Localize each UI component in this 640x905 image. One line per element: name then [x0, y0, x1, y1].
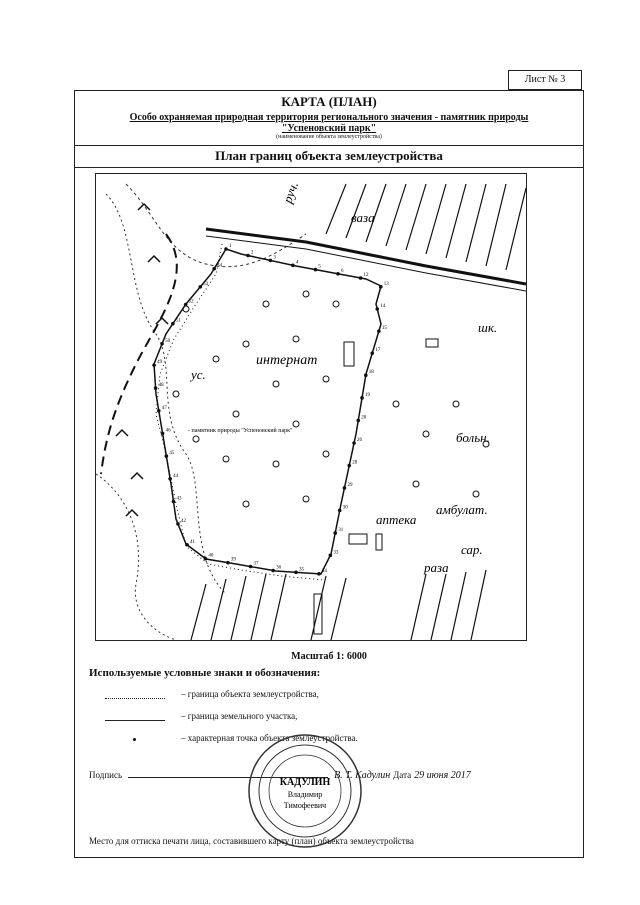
map-svg [96, 174, 526, 640]
boundary-point [329, 554, 333, 558]
stamp-name-line1: КАДУЛИН [279, 777, 331, 788]
boundary-point [176, 522, 180, 526]
boundary-point-label: 17 [375, 348, 381, 354]
object-boundary [154, 249, 381, 574]
plan-title: План границ объекта землеустройства [75, 145, 583, 168]
map-label-apteka: аптека [376, 512, 417, 527]
tree-symbols [173, 291, 489, 507]
boundary-point-label: 30 [342, 505, 348, 511]
solid-line-symbol [105, 712, 165, 721]
boundary-point-label: 37 [253, 561, 259, 567]
stamp-name-line3: Тимофеевич [283, 801, 327, 810]
legend-item-parcel-boundary [105, 711, 297, 721]
boundary-point [360, 396, 364, 400]
boundary-point [379, 285, 383, 289]
boundary-point-label: 33 [333, 550, 339, 556]
boundary-point [347, 464, 351, 468]
map-label-internat: интернат [256, 353, 318, 368]
legend-text: – граница объекта землеустройства, [181, 689, 319, 699]
boundary-point-label: 6 [340, 268, 344, 274]
boundary-point [317, 572, 321, 576]
boundary-point-label: 52 [188, 299, 194, 305]
boundary-point-label: 54 [217, 263, 223, 269]
map-plan [95, 173, 527, 641]
name-note: (наименование объекта землеустройства) [276, 134, 382, 140]
boundary-point-label: 31 [338, 527, 344, 533]
boundary-point-label: 34 [321, 568, 327, 574]
boundary-point-label: 39 [230, 557, 236, 563]
boundary-point [165, 454, 169, 458]
boundary-point-label: 2 [250, 250, 254, 256]
terrain-contour [106, 194, 226, 594]
boundary-point [269, 259, 273, 263]
legend-title: Используемые условные знаки и обозначения: [89, 667, 321, 679]
road-edge [206, 236, 526, 291]
boundary-point-label: 50 [165, 338, 171, 344]
boundary-point [171, 322, 175, 326]
boundary-point-label: 43 [176, 496, 182, 502]
boundary-point [172, 500, 176, 504]
boundary-point [160, 342, 164, 346]
park-name: "Успеновский парк" [281, 123, 377, 134]
boundary-point-label: 36 [276, 565, 282, 571]
stamp-name-line2: Владимир [287, 790, 323, 799]
hatched-area [326, 184, 526, 270]
boundary-point [184, 303, 188, 307]
boundary-point [314, 268, 318, 272]
boundary-point [185, 543, 189, 547]
boundary-point [343, 486, 347, 490]
boundary-point-label: 44 [173, 473, 179, 479]
boundary-point [157, 409, 161, 413]
building [344, 342, 354, 366]
map-label-us: ус. [191, 367, 206, 382]
boundary-point-label: 49 [157, 360, 163, 366]
map-label-ambulat: амбулат. [436, 502, 488, 517]
page-title: КАРТА (ПЛАН) [281, 94, 377, 109]
boundary-point [356, 419, 360, 423]
date-label: Дата [393, 770, 412, 780]
map-label-shk: шк. [478, 320, 498, 335]
boundary-point [154, 386, 158, 390]
boundary-point-label: 28 [352, 460, 358, 466]
building [376, 534, 382, 550]
date-value: 29 июня 2017 [414, 770, 471, 781]
boundary-point [333, 531, 337, 535]
stamp-seal [245, 731, 365, 851]
terrain-contour [126, 184, 306, 267]
boundary-point [336, 272, 340, 276]
legend-text: – характерная точка объекта землеустройства. [181, 733, 358, 743]
boundary-point-label: 19 [365, 392, 371, 398]
building [426, 339, 438, 347]
boundary-point-label: 51 [175, 318, 181, 324]
boundary-point [204, 557, 208, 561]
header [75, 91, 583, 146]
boundary-point [377, 329, 381, 333]
boundary-point-label: 41 [190, 539, 196, 545]
boundary-point-label: 13 [383, 281, 389, 287]
map-callout-park: - памятник природы "Успеновский парк" [188, 428, 293, 434]
dotted-line-symbol [105, 690, 165, 699]
boundary-point-label: 4 [295, 260, 299, 266]
boundary-point-label: 35 [299, 567, 305, 573]
boundary-point [249, 565, 253, 569]
boundary-points [152, 244, 389, 576]
boundary-point-label: 47 [161, 405, 167, 411]
map-label-ruch: руч. [279, 179, 302, 206]
boundary-point-label: 5 [318, 264, 321, 270]
subtitle: Особо охраняемая природная территория регионального значения - памятник природы [129, 112, 529, 123]
parcel-boundary [156, 244, 324, 580]
boundary-point-label: 20 [361, 415, 367, 421]
boundary-point [271, 569, 275, 573]
building [349, 534, 367, 544]
stamp-place-note: Место для оттиска печати лица, составившего карту (план) объекта землеустройства [89, 836, 414, 846]
boundary-point-label: 12 [363, 272, 369, 278]
boundary-point [161, 432, 165, 436]
boundary-point [198, 285, 202, 289]
map-label-raza: раза [424, 560, 449, 575]
boundary-point [359, 276, 363, 280]
boundary-point [364, 373, 368, 377]
boundary-point [291, 264, 295, 268]
boundary-point [212, 267, 216, 271]
terrain-contour [96, 474, 176, 640]
boundary-point [168, 477, 172, 481]
boundary-point [226, 561, 230, 565]
legend-text: – граница земельного участка, [181, 711, 298, 721]
boundary-point [370, 351, 374, 355]
boundary-point-label: 14 [380, 303, 386, 309]
sheet-number: Лист № 3 [508, 70, 582, 90]
boundary-point [338, 509, 342, 513]
boundary-point-label: 3 [273, 255, 276, 261]
point-symbol [105, 734, 165, 742]
hatched-area [191, 570, 486, 640]
boundary-point [294, 571, 298, 575]
map-label-sar: сар. [461, 542, 483, 557]
boundary-point-label: 15 [381, 326, 387, 332]
scale-label: Масштаб 1: 6000 [291, 651, 367, 662]
river-line [101, 234, 177, 474]
boundary-point-label: 40 [208, 553, 214, 559]
boundary-point [352, 441, 356, 445]
signer-name: В. Т. Кадулин [334, 770, 391, 781]
legend-item-object-boundary [105, 689, 319, 699]
boundary-point-label: 1 [229, 244, 232, 249]
map-label-boln: больн. [456, 430, 490, 445]
boundary-point-label: 29 [347, 482, 353, 488]
boundary-point-label: 53 [203, 281, 209, 287]
boundary-point-label: 45 [169, 451, 175, 457]
boundary-point [246, 254, 250, 258]
signature-label: Подпись [89, 770, 123, 780]
boundary-point-label: 42 [180, 518, 186, 524]
boundary-point-label: 48 [158, 383, 164, 389]
map-label-vaza: ваза [351, 210, 375, 225]
boundary-point-label: 26 [357, 438, 363, 444]
boundary-point-label: 46 [165, 428, 171, 434]
boundary-point [152, 363, 156, 367]
boundary-point-label: 18 [368, 370, 374, 376]
document-frame [74, 90, 584, 858]
boundary-point [375, 307, 379, 311]
boundary-point [224, 247, 228, 251]
